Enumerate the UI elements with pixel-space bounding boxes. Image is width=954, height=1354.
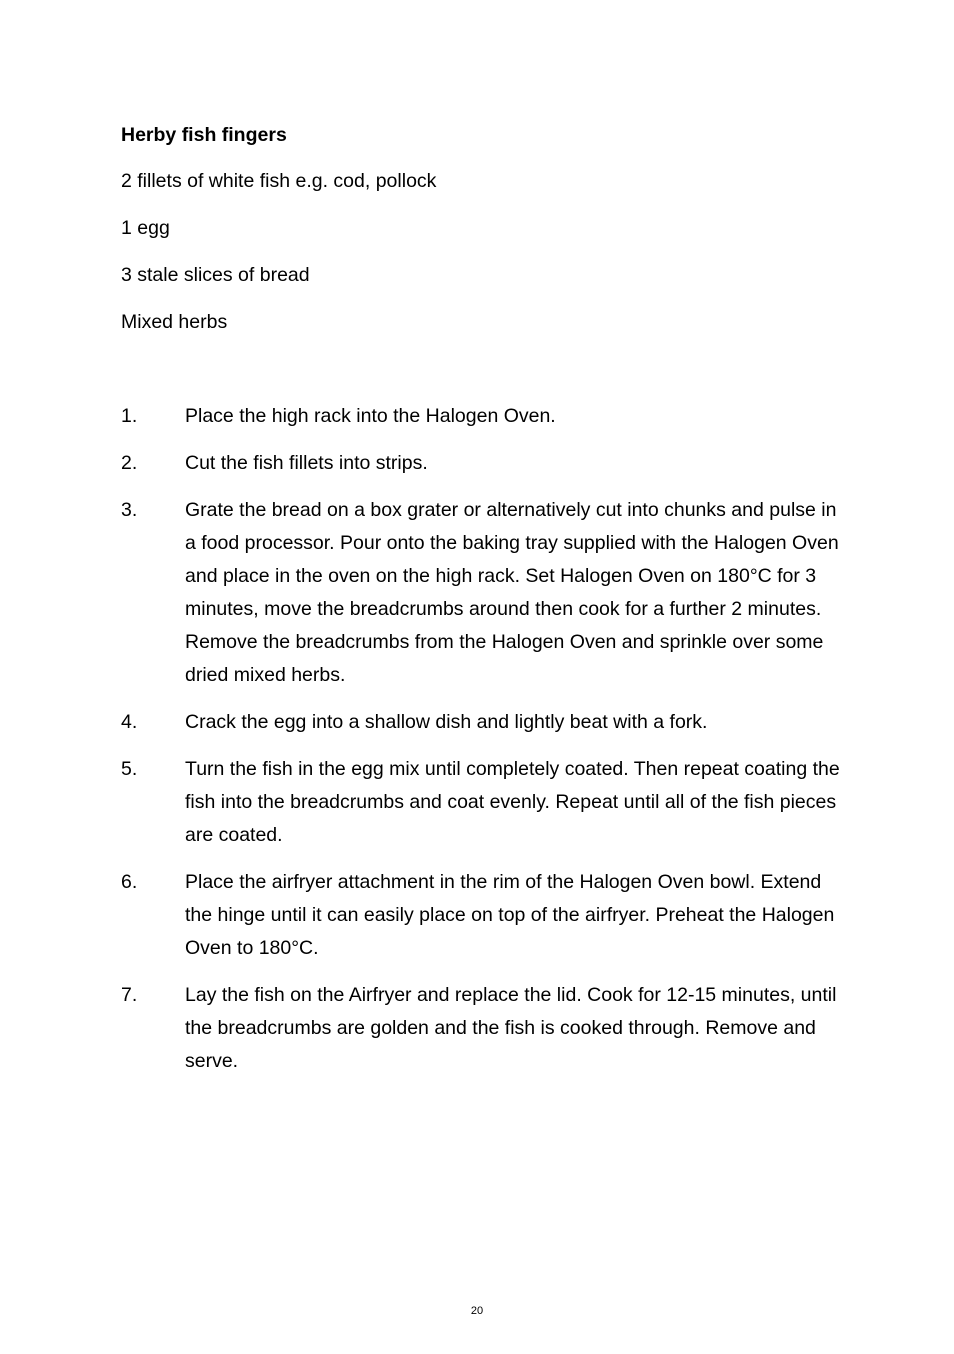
step-number: 5. — [121, 758, 138, 780]
recipe-title: Herby fish fingers — [121, 124, 287, 146]
step-number: 6. — [121, 871, 138, 893]
step-text: Place the high rack into the Halogen Oven. — [185, 405, 556, 427]
method-steps — [121, 400, 841, 1092]
step-text: Crack the egg into a shallow dish and lightly beat with a fork. — [185, 711, 708, 733]
step-text: Lay the fish on the Airfryer and replace the lid. Cook for 12-15 minutes, until the breadcrumbs are golden and the fish is cooked through. Remove and serve. — [185, 984, 837, 1072]
page-number: 20 — [470, 1305, 484, 1317]
ingredient-item: Mixed herbs — [121, 311, 228, 333]
step-number: 1. — [121, 405, 138, 427]
step-number: 2. — [121, 452, 138, 474]
step-text: Place the airfryer attachment in the rim of the Halogen Oven bowl. Extend the hinge until it can easily place on top of the airfryer. Preheat the Halogen Oven to 180°C. — [185, 871, 835, 959]
method-step — [121, 866, 841, 965]
method-step — [121, 400, 841, 433]
ingredient-item: 2 fillets of white fish e.g. cod, pollock — [121, 170, 437, 192]
step-number: 4. — [121, 711, 138, 733]
step-text: Turn the fish in the egg mix until completely coated. Then repeat coating the fish into the breadcrumbs and coat evenly. Repeat until all of the fish pieces are coated. — [185, 758, 840, 846]
ingredient-item: 1 egg — [121, 217, 170, 239]
method-step — [121, 753, 841, 852]
step-number: 3. — [121, 499, 138, 521]
step-number: 7. — [121, 984, 138, 1006]
method-step — [121, 706, 841, 739]
method-step — [121, 979, 841, 1078]
method-step — [121, 447, 841, 480]
ingredient-item: 3 stale slices of bread — [121, 264, 310, 286]
ingredients-list — [121, 167, 436, 355]
method-step — [121, 494, 841, 692]
step-text: Cut the fish fillets into strips. — [185, 452, 428, 474]
step-text: Grate the bread on a box grater or alternatively cut into chunks and pulse in a food processor. Pour onto the baking tray supplied with the Halogen Oven and place in the oven on the high rack. Set Halogen Oven on 180°C for 3 minutes, move the breadcrumbs around then cook for a further 2 minutes. Remove the breadcrumbs from the Halogen Oven and sprinkle over some dried mixed herbs. — [185, 499, 839, 686]
